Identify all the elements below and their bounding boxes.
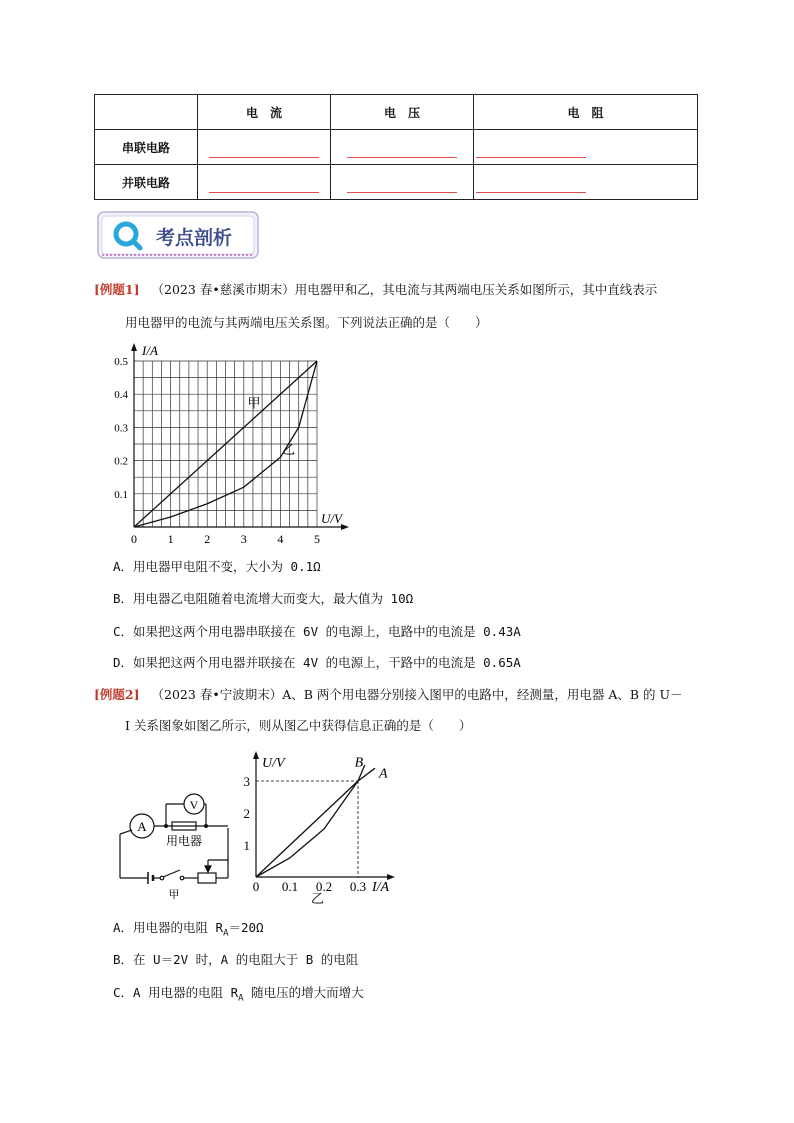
x-axis-label: I/A [372,880,390,895]
circuit-caption: 甲 [168,888,180,901]
series-label-a: A [379,766,388,782]
x-tick-label: 3 [240,532,247,546]
answer-blank [331,165,474,200]
x-tick-label: 0.3 [349,879,367,894]
table-header-cell: 电 阻 [474,95,698,130]
y-tick-label: 0.5 [114,356,128,368]
chart-2 [240,745,410,905]
chart-2-series [256,765,375,877]
y-tick-label: 0.3 [114,422,128,435]
y-axis-label: I/A [142,343,158,358]
chart-1 [108,333,358,553]
table-row-label: 串联电路 [95,130,198,165]
question-2-line-2: I 关系图象如图乙所示，则从图乙中获得信息正确的是（ ） [125,718,472,733]
x-tick-label: 2 [204,532,211,546]
question-text: （2023 春•宁波期末）A、B 两个用电器分别接入图甲的电路中，经测量，用电器 A、B 的 U－ [151,687,683,702]
question-tag: [例题2] [94,687,140,702]
voltmeter-label: V [189,798,199,812]
table-row-label: 并联电路 [95,165,198,200]
table-row [95,165,698,200]
option-d: D．如果把这两个用电器并联接在 4V 的电源上，干路中的电流是 0.65A [113,655,521,670]
y-tick-label: 0.1 [114,488,128,501]
series-line-b [256,765,365,877]
option-b: B．在 U＝2V 时，A 的电阻大于 B 的电阻 [113,952,359,967]
x-tick-label: 0 [131,532,137,546]
question-tag: [例题1] [94,282,140,297]
option-text: ＝20Ω [228,920,264,935]
option-a [113,918,264,939]
answer-blank [331,130,474,165]
ammeter-label: A [137,819,147,834]
question-1-line-1 [94,280,657,298]
x-tick-label: 0.2 [315,879,333,894]
option-text: 随电压的增大而增大 [243,985,364,1000]
device-label: 用电器 [165,834,203,848]
x-tick-label: 4 [277,532,284,546]
option-text: C．A 用电器的电阻 R [113,985,239,1000]
y-axis-arrow [253,751,259,759]
table-header-cell: 电 流 [198,95,331,130]
banner-title: 考点剖析 [156,227,233,249]
series-line-a [256,768,375,877]
option-text: A．用电器的电阻 R [113,920,224,935]
y-tick-label: 1 [243,838,250,853]
option-c [113,983,364,1004]
x-tick-label: 1 [167,532,174,546]
x-tick-label: 5 [314,532,320,546]
x-axis-label: U/V [321,511,342,526]
table-header-cell [95,95,198,130]
y-tick-label: 0.4 [114,389,128,402]
section-banner [96,210,260,260]
series-label-jia: 甲 [247,396,261,412]
answer-blank [198,165,331,200]
y-tick-label: 0.2 [114,455,128,468]
option-a: A．用电器甲电阻不变，大小为 0.1Ω [113,559,321,574]
chart-caption: 乙 [311,892,325,905]
option-subscript: A [223,928,229,939]
voltmeter [184,794,204,814]
chart-1-axes [131,343,349,530]
x-tick-label: 0 [252,879,260,894]
ammeter [120,814,154,838]
table-row [95,130,698,165]
answer-blank [198,130,331,165]
option-c: C．如果把这两个用电器串联接在 6V 的电源上，电路中的电流是 0.43A [113,624,521,639]
series-label-yi: 乙 [282,442,296,458]
circuit-diagram [112,790,242,905]
question-2-line-1 [94,685,683,703]
table-header-row [95,95,698,130]
table-header-cell: 电 压 [331,95,474,130]
option-subscript: A [238,993,244,1004]
y-tick-label: 3 [243,774,250,789]
y-axis-label: U/V [262,756,285,771]
option-b: B．用电器乙电阻随着电流增大而变大，最大值为 10Ω [113,591,414,606]
y-tick-label: 2 [243,806,250,821]
x-tick-label: 0.1 [281,879,299,894]
question-text: （2023 春•慈溪市期末）用电器甲和乙，其电流与其两端电压关系如图所示，其中直线表示 [151,282,658,297]
x-axis-arrow [341,524,349,530]
answer-blank [474,130,698,165]
series-label-b: B [354,755,364,771]
y-axis-arrow [131,343,137,351]
question-1-line-2: 用电器甲的电流与其两端电压关系图。下列说法正确的是（ ） [125,315,488,330]
answer-blank [474,165,698,200]
summary-table [94,94,698,200]
